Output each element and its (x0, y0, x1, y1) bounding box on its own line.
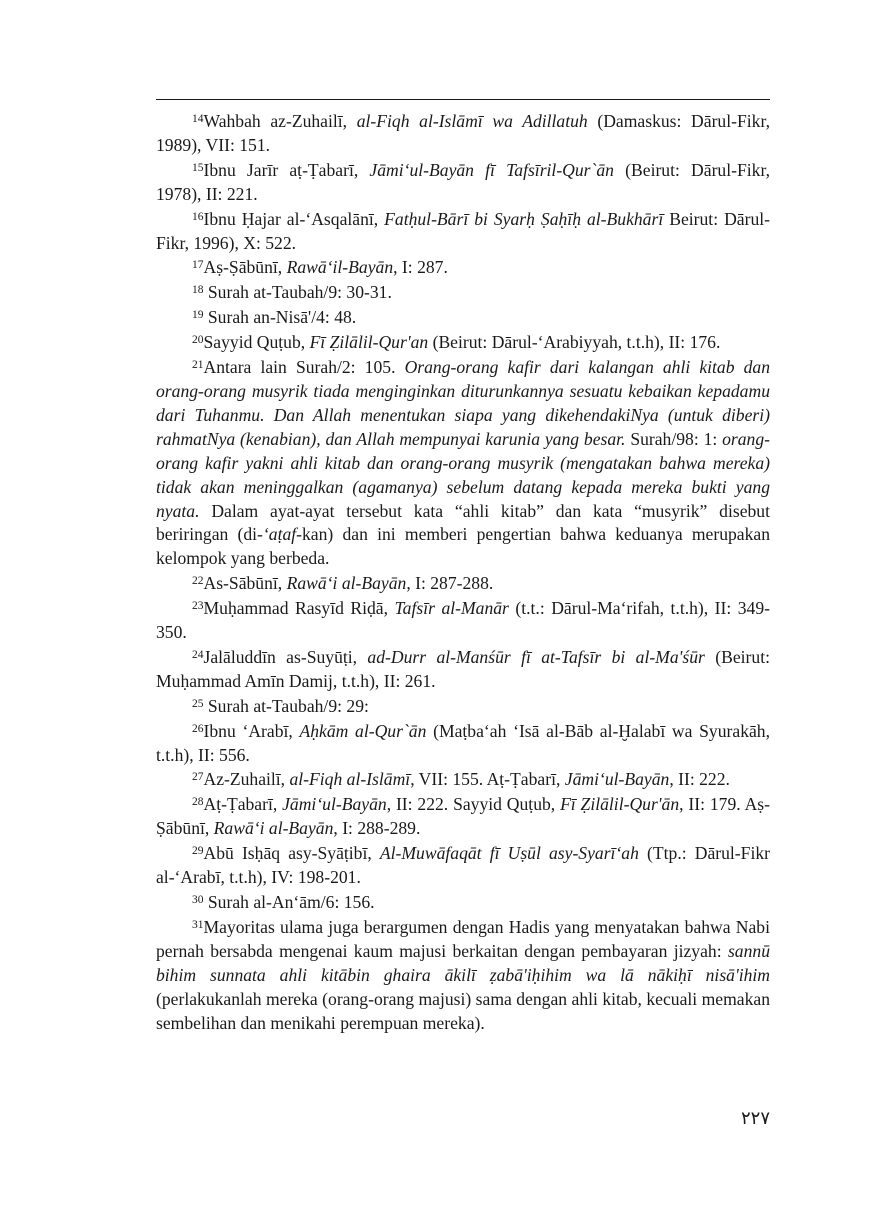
book-title: al-Fiqh al-Islāmī (289, 769, 411, 790)
footnote-15 (156, 159, 770, 207)
footnote-text: Antara lain Surah/2: 105. (203, 357, 405, 378)
footnote-text: Surah/98: 1: (625, 428, 723, 449)
footnote-text: (Beirut: Dārul-Fikr, 1978), II: 221. (156, 159, 771, 204)
footnote-number: 14 (192, 113, 204, 125)
book-title: Fī Ẓilālil-Qur'an (309, 332, 429, 353)
footnote-text: Az-Zuhailī, (203, 769, 290, 790)
footnote-text: Beirut: Dārul-Fikr, 1996), X: 522. (156, 208, 770, 253)
footnote-text: (t.t.: Dārul-Ma‘rifah, t.t.h), II: 349-350. (156, 598, 771, 643)
book-title: Rawā‘i al-Bayān (286, 573, 407, 594)
footnote-text: , I: 288-289. (333, 818, 421, 839)
footnote-text: (Beirut: Dārul-‘Arabiyyah, t.t.h), II: 176. (428, 332, 721, 353)
footnote-31 (156, 916, 770, 1036)
footnote-number: 24 (192, 648, 204, 661)
footnote-text: , I: 287. (393, 257, 448, 278)
footnote-number: 15 (192, 161, 204, 174)
footnote-text: Sayyid Quṭub, (203, 332, 310, 353)
footnote-text: Surah al-An‘ām/6: 156. (203, 892, 375, 912)
footnote-25 (156, 695, 770, 719)
footnote-number: 16 (192, 210, 204, 223)
footnote-28 (156, 793, 770, 841)
arabic-term: ‘aṭaf (262, 524, 297, 545)
footnote-16 (156, 208, 770, 256)
footnote-30 (156, 891, 770, 915)
footnote-21 (156, 356, 770, 571)
footnote-number: 17 (192, 259, 204, 272)
page-number: ٢٢٧ (740, 1108, 770, 1129)
footnote-number: 31 (192, 918, 204, 931)
book-title: Aḥkām al-Qur`ān (299, 720, 427, 741)
footnote-18 (156, 281, 770, 305)
footnote-26 (156, 720, 770, 768)
footnotes-block (156, 110, 770, 1035)
footnote-number: 19 (192, 309, 204, 322)
footnote-text: Mayoritas ulama juga berargumen dengan Hadis yang menyatakan bahwa Nabi pernah bersabda mengenai kaum majusi berkaitan dengan pembayaran jizyah: (156, 916, 770, 961)
book-title: Rawā‘il-Bayān (286, 257, 394, 278)
footnote-text: Aṣ-Ṣābūnī, (203, 257, 287, 278)
book-title: Jāmi‘ul-Bayān (564, 769, 670, 790)
footnote-text: As-Sābūnī, (203, 573, 287, 594)
footnote-text: Muḥammad Rasyīd Riḍā, (203, 598, 395, 619)
footnote-number: 30 (192, 894, 204, 906)
footnote-text: Surah an-Nisā'/4: 48. (203, 307, 357, 328)
footnote-14 (156, 110, 770, 158)
footnote-text: Surah at-Taubah/9: 29: (203, 695, 369, 716)
footnote-text: Wahbah az-Zuhailī, (203, 111, 357, 131)
hadith-transliteration: sannū bihim sunnata ahli kitābin ghaira ākilī ẓabā'iḥihim wa lā nākiḥī nisā'ihim (156, 940, 770, 985)
footnote-number: 25 (192, 697, 204, 710)
footnote-text: Ibnu Jarīr aṭ-Ṭabarī, (203, 159, 370, 180)
book-title: Al-Muwāfaqāt fī Uṣūl asy-Syarī‘ah (379, 843, 639, 864)
footnote-text: (Beirut: Muḥammad Amīn Damij, t.t.h), II: 261. (156, 646, 770, 691)
footnote-19 (156, 306, 770, 330)
footnote-text: Ibnu Ḥajar al-‘Asqalānī, (203, 208, 385, 229)
footnote-number: 22 (192, 575, 204, 588)
book-title: Jāmi‘ul-Bayān fī Tafsīril-Qur`ān (369, 159, 614, 180)
footnote-number: 21 (192, 359, 204, 372)
footnote-text: Abū Isḥāq asy-Syāṭibī, (203, 843, 380, 864)
footnote-number: 29 (192, 845, 204, 858)
footnote-text: Dalam ayat-ayat tersebut kata “ahli kitab” dan kata “musyrik” disebut beriringan (di- (156, 500, 770, 545)
footnote-text: , I: 287-288. (406, 573, 494, 594)
footnote-text: (perlakukanlah mereka (orang-orang majusi) sama dengan ahli kitab, kecuali memakan sembelihan dan menikahi perempuan mereka). (156, 988, 770, 1033)
footnote-number: 28 (192, 796, 204, 809)
quran-translation: orang-orang kafir yakni ahli kitab dan orang-orang musyrik (mengatakan bahwa mereka) tidak akan meninggalkan (agamanya) sebelum datang kepada mereka bukti yang nyata. (156, 428, 771, 521)
footnote-text: , II: 179. Aṣ-Ṣābūnī, (156, 794, 770, 839)
footnote-number: 20 (192, 334, 204, 347)
book-title: al-Fiqh al-Islāmī wa Adillatuh (356, 111, 588, 131)
footnote-separator-rule (156, 99, 770, 100)
footnote-text: Surah at-Taubah/9: 30-31. (203, 282, 392, 303)
footnote-number: 26 (192, 722, 204, 735)
footnote-17 (156, 256, 770, 280)
footnote-text: (Ttp.: Dārul-Fikr al-‘Arabī, t.t.h), IV: 198-201. (156, 843, 770, 888)
footnote-text: (Maṭba‘ah ‘Isā al-Bāb al-Ḫalabī wa Syurakāh, t.t.h), II: 556. (156, 720, 770, 765)
footnote-text: , II: 222. Sayyid Quṭub, (386, 794, 561, 815)
footnote-text: , II: 222. (669, 769, 730, 790)
book-title: Tafsīr al-Manār (394, 598, 509, 619)
book-title: ad-Durr al-Manśūr fī at-Tafsīr bi al-Ma'śūr (367, 646, 705, 667)
footnote-24 (156, 646, 770, 694)
footnote-text: -kan) dan ini memberi pengertian bahwa keduanya merupakan kelompok yang berbeda. (156, 524, 770, 569)
footnote-23 (156, 597, 770, 645)
footnote-20 (156, 331, 770, 355)
footnote-text: , VII: 155. Aṭ-Ṭabarī, (410, 769, 565, 790)
book-title: Rawā‘i al-Bayān (213, 818, 334, 839)
footnote-27 (156, 768, 770, 792)
book-title: Jāmi‘ul-Bayān (282, 794, 387, 815)
footnote-number: 18 (192, 284, 204, 297)
footnote-text: (Damaskus: Dārul-Fikr, 1989), VII: 151. (156, 111, 771, 155)
quran-translation: Orang-orang kafir dari kalangan ahli kitab dan orang-orang musyrik tiada menginginkan diturunkannya sesuatu kebaikan kepadamu dari Tuhanmu. Dan Allah menentukan siapa yang dikehendakiNya (untuk diberi) rahmatNya (kenabian), dan Allah mempunyai karunia yang besar. (156, 357, 770, 449)
footnote-29 (156, 842, 770, 890)
footnote-number: 23 (192, 600, 204, 613)
book-title: Fī Ẓilālil-Qur'ān (560, 794, 680, 815)
footnote-22 (156, 572, 770, 596)
footnote-number: 27 (192, 771, 204, 784)
footnote-text: Ibnu ‘Arabī, (203, 720, 300, 741)
book-title: Fatḥul-Bārī bi Syarḥ Ṣaḥīḥ al-Bukhārī (384, 208, 664, 229)
footnote-text: Aṭ-Ṭabarī, (203, 794, 283, 815)
footnote-text: Jalāluddīn as-Suyūṭi, (203, 646, 368, 667)
